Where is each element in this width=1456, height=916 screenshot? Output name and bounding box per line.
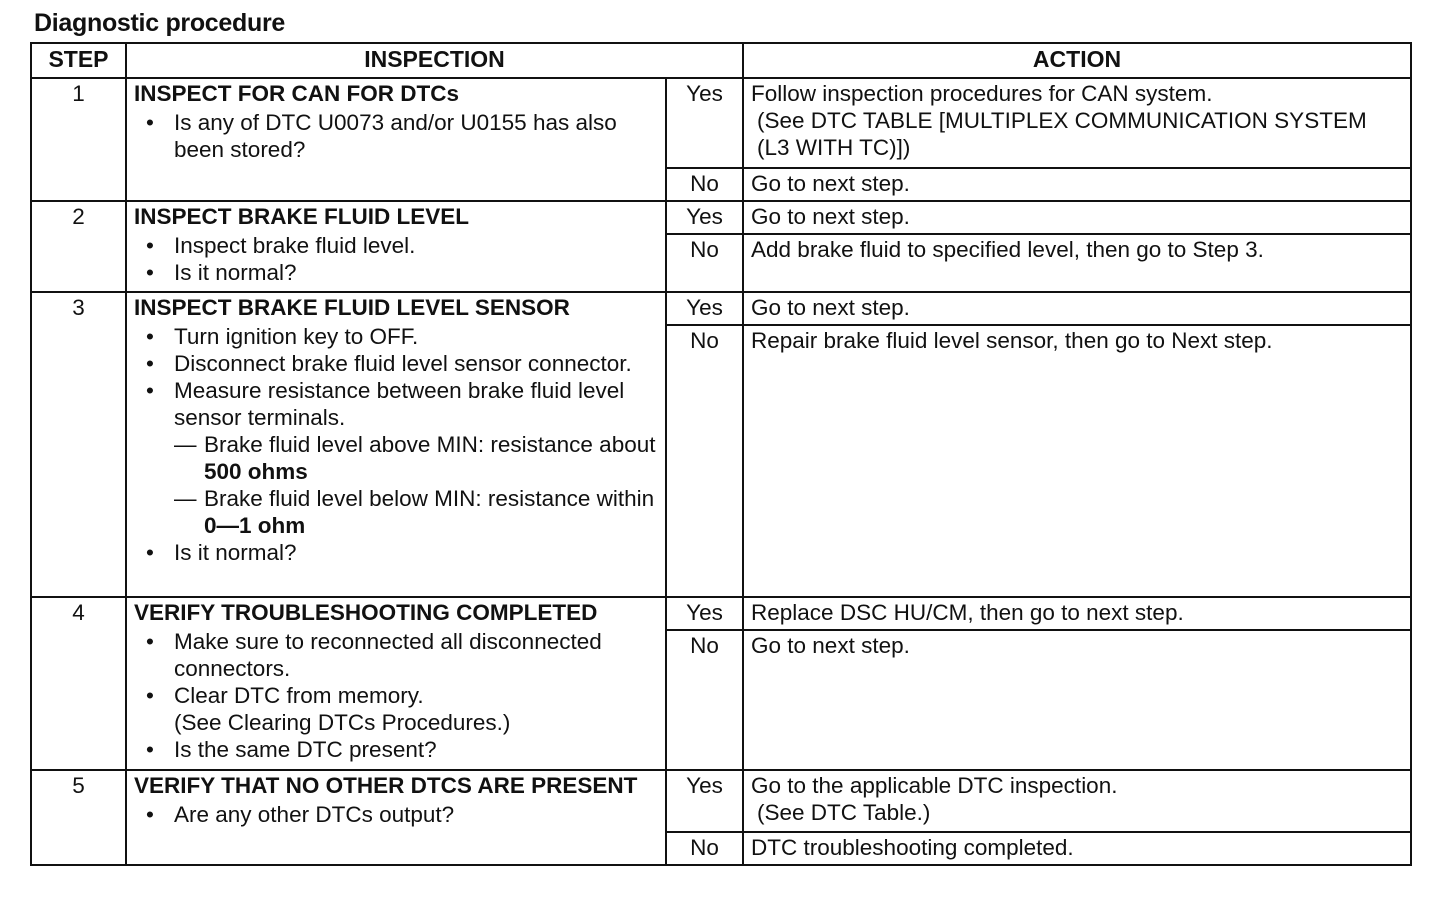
sub-item-text: Brake fluid level below MIN: resistance within (204, 486, 655, 511)
yes-label: Yes (666, 78, 743, 168)
yes-action: Go to next step. (743, 201, 1411, 234)
sub-item (174, 431, 658, 485)
step-5-inspection (126, 770, 666, 865)
bullet-item: • Turn ignition key to OFF. (134, 323, 658, 350)
no-label: No (666, 832, 743, 865)
step-1-yes-row (31, 78, 1411, 168)
header-row (31, 43, 1411, 78)
step-4-inspection (126, 597, 666, 770)
bullet-item: • Make sure to reconnected all disconnected connectors. (134, 628, 658, 682)
step-number: 5 (31, 770, 126, 865)
procedure-reference: (See Clearing DTCs Procedures.) (174, 710, 511, 735)
step-title: VERIFY THAT NO OTHER DTCS ARE PRESENT (134, 773, 638, 798)
bullet-item: • Disconnect brake fluid level sensor connector. (134, 350, 658, 377)
no-action: DTC troubleshooting completed. (743, 832, 1411, 865)
no-label: No (666, 630, 743, 770)
yes-action (743, 78, 1411, 168)
step-3-inspection (126, 292, 666, 597)
step-5-yes-row (31, 770, 1411, 832)
no-action: Go to next step. (743, 168, 1411, 201)
step-1-inspection (126, 78, 666, 201)
step-2-inspection (126, 201, 666, 292)
bullet-text: • Clear DTC from memory. (174, 683, 424, 708)
resistance-value: 0—1 ohm (204, 513, 306, 538)
col-header-inspection: INSPECTION (126, 43, 743, 78)
page-title: Diagnostic procedure (34, 9, 285, 37)
action-text: Go to the applicable DTC inspection. (751, 773, 1118, 798)
col-header-action: ACTION (743, 43, 1411, 78)
yes-label: Yes (666, 597, 743, 630)
step-4-yes-row (31, 597, 1411, 630)
bullet-item: • Is it normal? (134, 259, 658, 286)
bullet-item: • Inspect brake fluid level. (134, 232, 658, 259)
resistance-value: 500 ohms (204, 459, 308, 484)
no-action: Add brake fluid to specified level, then go to Step 3. (743, 234, 1411, 292)
no-action: Go to next step. (743, 630, 1411, 770)
bullet-item (134, 377, 658, 539)
yes-action: Replace DSC HU/CM, then go to next step. (743, 597, 1411, 630)
no-label: No (666, 234, 743, 292)
col-header-step: STEP (31, 43, 126, 78)
step-title: INSPECT BRAKE FLUID LEVEL (134, 204, 470, 229)
sub-item-text: Brake fluid level above MIN: resistance about (204, 432, 656, 457)
action-text: Follow inspection procedures for CAN system. (751, 81, 1213, 106)
yes-label: Yes (666, 201, 743, 234)
action-reference: (See DTC Table.) (757, 800, 931, 825)
bullet-item: • Is it normal? (134, 539, 658, 566)
no-action: Repair brake fluid level sensor, then go to Next step. (743, 325, 1411, 597)
step-2-yes-row (31, 201, 1411, 234)
yes-label: Yes (666, 770, 743, 832)
no-label: No (666, 168, 743, 201)
yes-action (743, 770, 1411, 832)
step-3-yes-row (31, 292, 1411, 325)
step-number: 2 (31, 201, 126, 292)
bullet-text: Measure resistance between brake fluid level sensor terminals. (174, 378, 625, 430)
step-title: VERIFY TROUBLESHOOTING COMPLETED (134, 600, 598, 625)
sub-item (174, 485, 658, 539)
yes-label: Yes (666, 292, 743, 325)
step-number: 3 (31, 292, 126, 597)
no-label: No (666, 325, 743, 597)
bullet-item: • Is the same DTC present? (134, 736, 658, 763)
action-reference: (See DTC TABLE [MULTIPLEX COMMUNICATION SYSTEM (L3 WITH TC)]) (757, 108, 1367, 160)
step-number: 1 (31, 78, 126, 201)
step-number: 4 (31, 597, 126, 770)
step-title: INSPECT BRAKE FLUID LEVEL SENSOR (134, 295, 570, 320)
yes-action: Go to next step. (743, 292, 1411, 325)
diagnostic-table (30, 42, 1412, 866)
step-title: INSPECT FOR CAN FOR DTCs (134, 81, 460, 106)
bullet-item (134, 682, 658, 736)
bullet-item: • Is any of DTC U0073 and/or U0155 has also been stored? (134, 109, 658, 163)
bullet-item: • Are any other DTCs output? (134, 801, 658, 828)
